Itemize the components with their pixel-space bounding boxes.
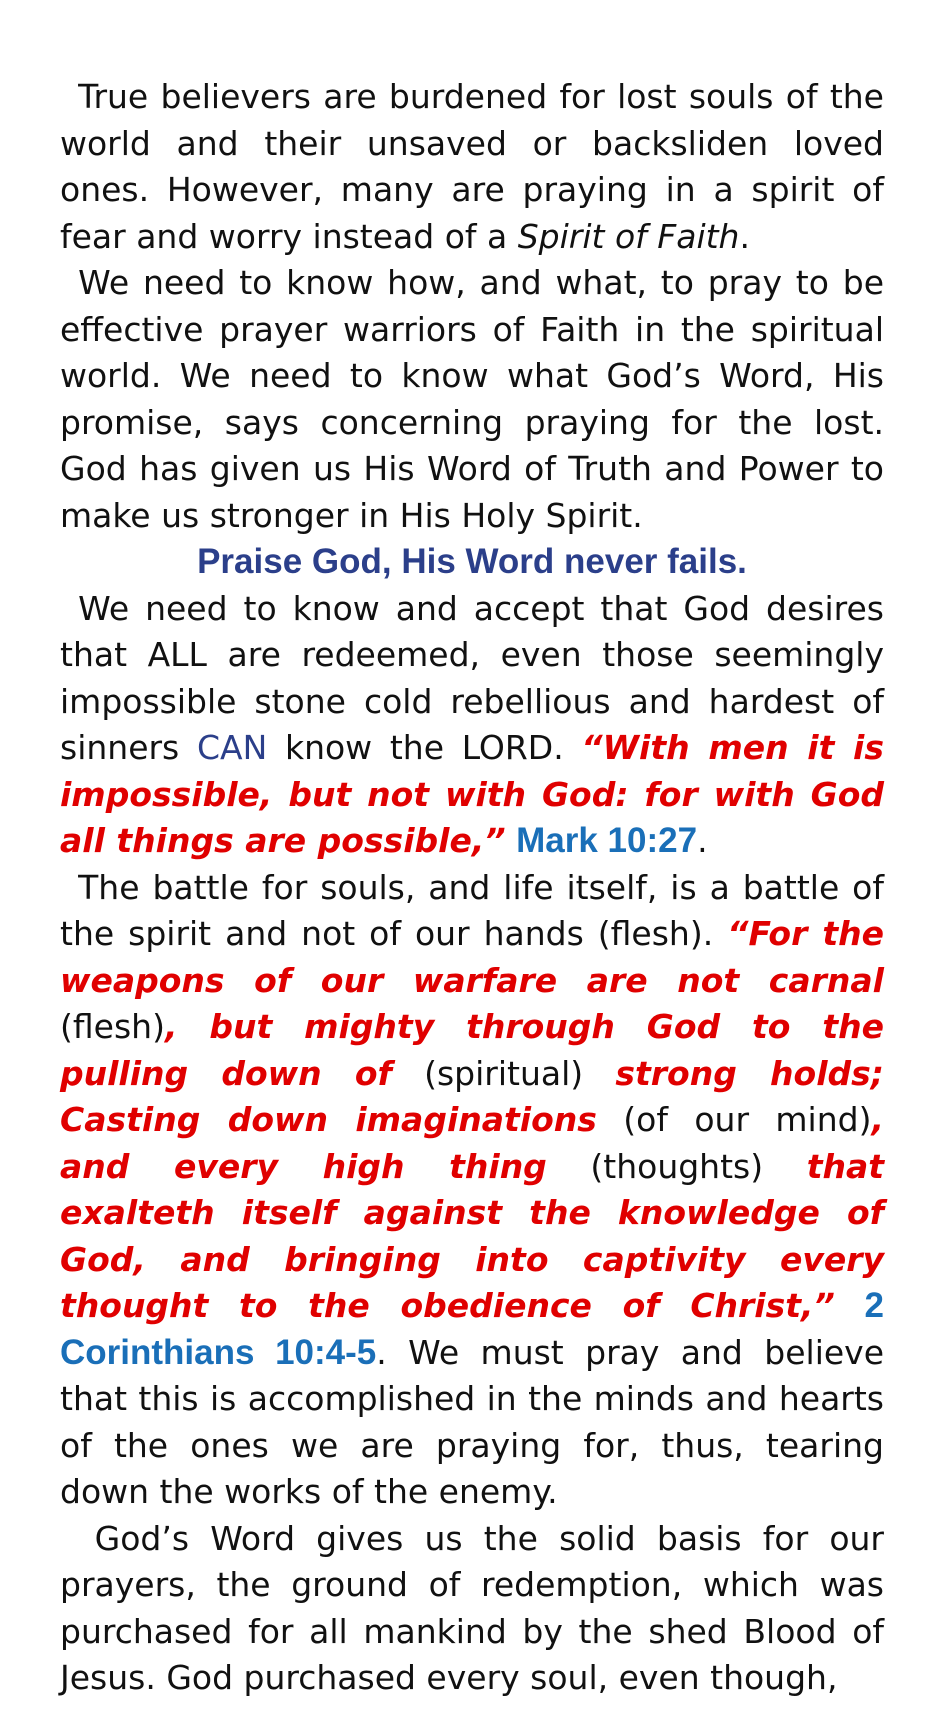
text: know the LORD.: [267, 728, 582, 767]
scripture-quote: “With men it is impossible, but not with God: for with God all things are possible,”: [60, 728, 885, 860]
text: God’s Word gives us the solid basis for our prayers, the ground of redemption, which was purchased for all mankind by the shed Blood of Jesus. God purchased every soul, even though,: [60, 1518, 884, 1697]
italic-phrase: Spirit of Faith: [517, 216, 740, 256]
text: The battle for souls, and life itself, is a battle of the spirit and not of our hands (flesh).: [60, 867, 884, 953]
paragraph-burdened-believers: [60, 74, 884, 260]
paragraph-battle-for-souls: [60, 865, 884, 1516]
text: We need to know how, and what, to pray to be effective prayer warriors of Faith in the spiritual world. We need to know what God’s Word, His promise, says concerning praying for the lost. God has given us His Word of Truth and Power to make us stronger in His Holy Spirit.: [60, 263, 884, 535]
text: .: [739, 216, 750, 256]
scripture-quote: , but mighty through God to the pulling down of: [60, 1007, 884, 1093]
scripture-quote: “For the weapons of our warfare are not carnal: [60, 914, 884, 1000]
text: [506, 821, 517, 860]
text: (of our mind): [596, 1100, 872, 1139]
text: True believers are burdened for lost souls of the world and their unsaved or backsliden loved ones. However, many are praying in a spirit of fear and worry instead of a: [60, 77, 884, 256]
text: . We must pray and believe that this is accomplished in the minds and hearts of the ones we are praying for, thus, tearing down the works of the enemy.: [60, 1332, 884, 1511]
scripture-reference: 2 Corinthians 10:4-5: [60, 1286, 884, 1372]
heading-praise-god: Praise God, His Word never fails.: [197, 542, 747, 581]
scripture-reference: Mark 10:27: [516, 821, 698, 860]
emphasis-word: CAN: [196, 728, 268, 767]
scripture-quote: strong holds; Casting down imaginations: [60, 1053, 884, 1139]
text: (flesh): [60, 1007, 165, 1046]
text: [835, 1286, 865, 1325]
text: (thoughts): [546, 1146, 807, 1186]
paragraph-all-redeemed: [60, 586, 884, 865]
text: (spiritual): [391, 1053, 616, 1093]
text: We need to know and accept that God desires that ALL are redeemed, even those seemingly impossible stone cold rebellious and hardest of sinners: [60, 588, 884, 767]
paragraph-effective-prayer: [60, 260, 884, 539]
text: .: [697, 821, 708, 860]
paragraph-solid-basis: [60, 1516, 884, 1702]
scripture-quote: , and every high thing: [60, 1100, 885, 1186]
scripture-quote: that exalteth itself against the knowledge of God, and bringing into captivity every thought to the obedience of Christ,”: [60, 1146, 884, 1325]
